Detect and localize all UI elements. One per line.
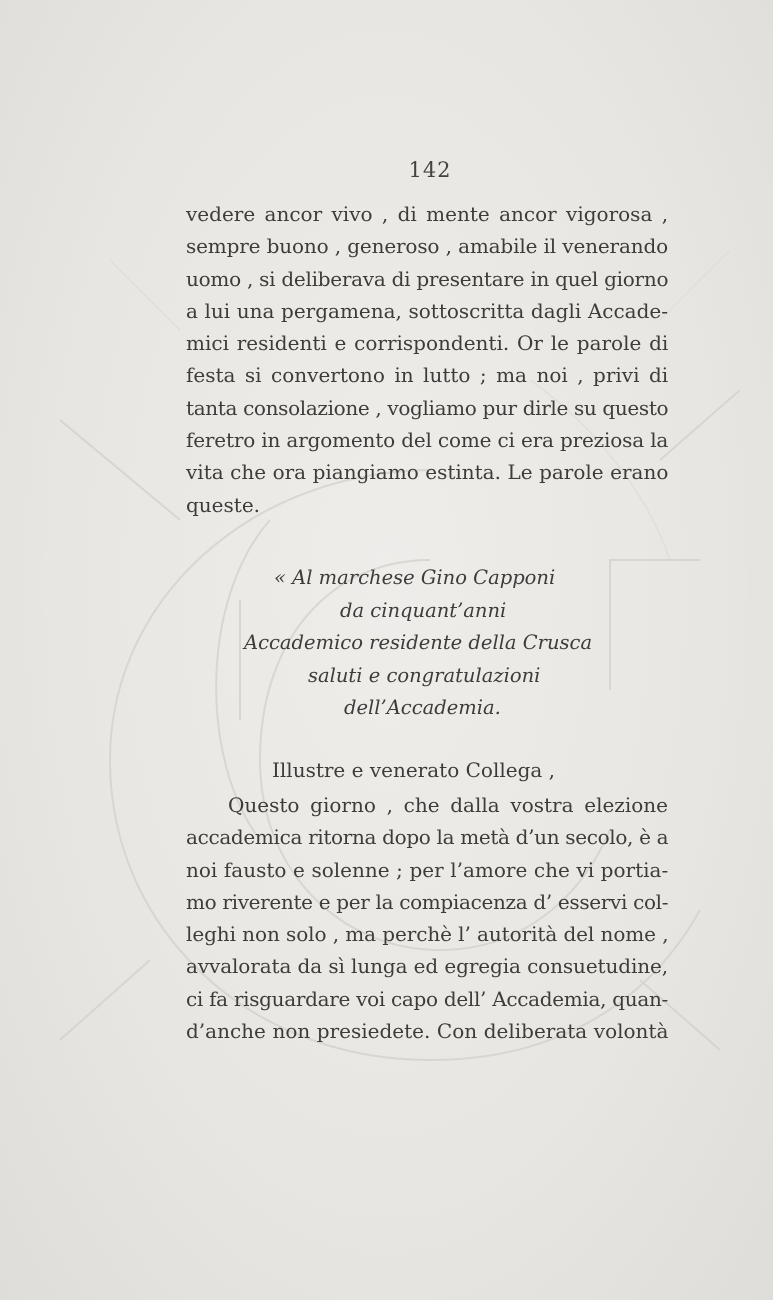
text-line: vita che ora piangiamo estinta. Le parole erano (186, 460, 669, 485)
text-line: leghi non solo , ma perchè l’ autorità del nome , (186, 922, 669, 947)
text-line: noi fausto e solenne ; per l’amore che vi portia- (186, 857, 669, 882)
dedication-line: « Al marchese Gino Capponi (274, 566, 556, 589)
page-number: 142 (408, 158, 452, 182)
text-line: d’anche non presiedete. Con deliberata volontà (186, 1019, 669, 1044)
text-line: queste. (186, 492, 261, 517)
text-line: uomo , si deliberava di presentare in quel giorno (186, 266, 669, 291)
text-line: mo riverente e per la compiacenza d’ esservi col- (186, 889, 669, 914)
text-line: avvalorata da sì lunga ed egregia consuetudine, (186, 954, 668, 979)
text-line: accademica ritorna dopo la metà d’un secolo, è a (186, 825, 669, 850)
text-line: tanta consolazione , vogliamo pur dirle su questo (186, 395, 669, 420)
text-line: a lui una pergamena, sottoscritta dagli Accade- (186, 298, 668, 323)
text-line: ci fa risguardare voi capo dell’ Accademia, quan- (186, 986, 668, 1011)
text-line: festa si convertono in lutto ; ma noi , privi di (186, 363, 669, 388)
dedication-line: saluti e congratulazioni (308, 663, 541, 687)
dedication-line: Accademico residente della Crusca (244, 631, 593, 654)
dedication-block (186, 562, 668, 725)
dedication-line: dell’Accademia. (344, 696, 501, 719)
salutation: Illustre e venerato Collega , (272, 758, 556, 782)
paragraph-1 (186, 198, 668, 521)
text-line: feretro in argomento del come ci era preziosa la (186, 428, 669, 453)
dedication-line: da cinquant’anni (340, 598, 507, 622)
paragraph-2 (186, 789, 668, 1047)
text-line: mici residenti e corrispondenti. Or le parole di (186, 331, 669, 356)
text-line: Questo giorno , che dalla vostra elezione (228, 793, 668, 817)
text-line: vedere ancor vivo , di mente ancor vigorosa , (186, 202, 669, 226)
text-line: sempre buono , generoso , amabile il venerando (186, 234, 668, 259)
